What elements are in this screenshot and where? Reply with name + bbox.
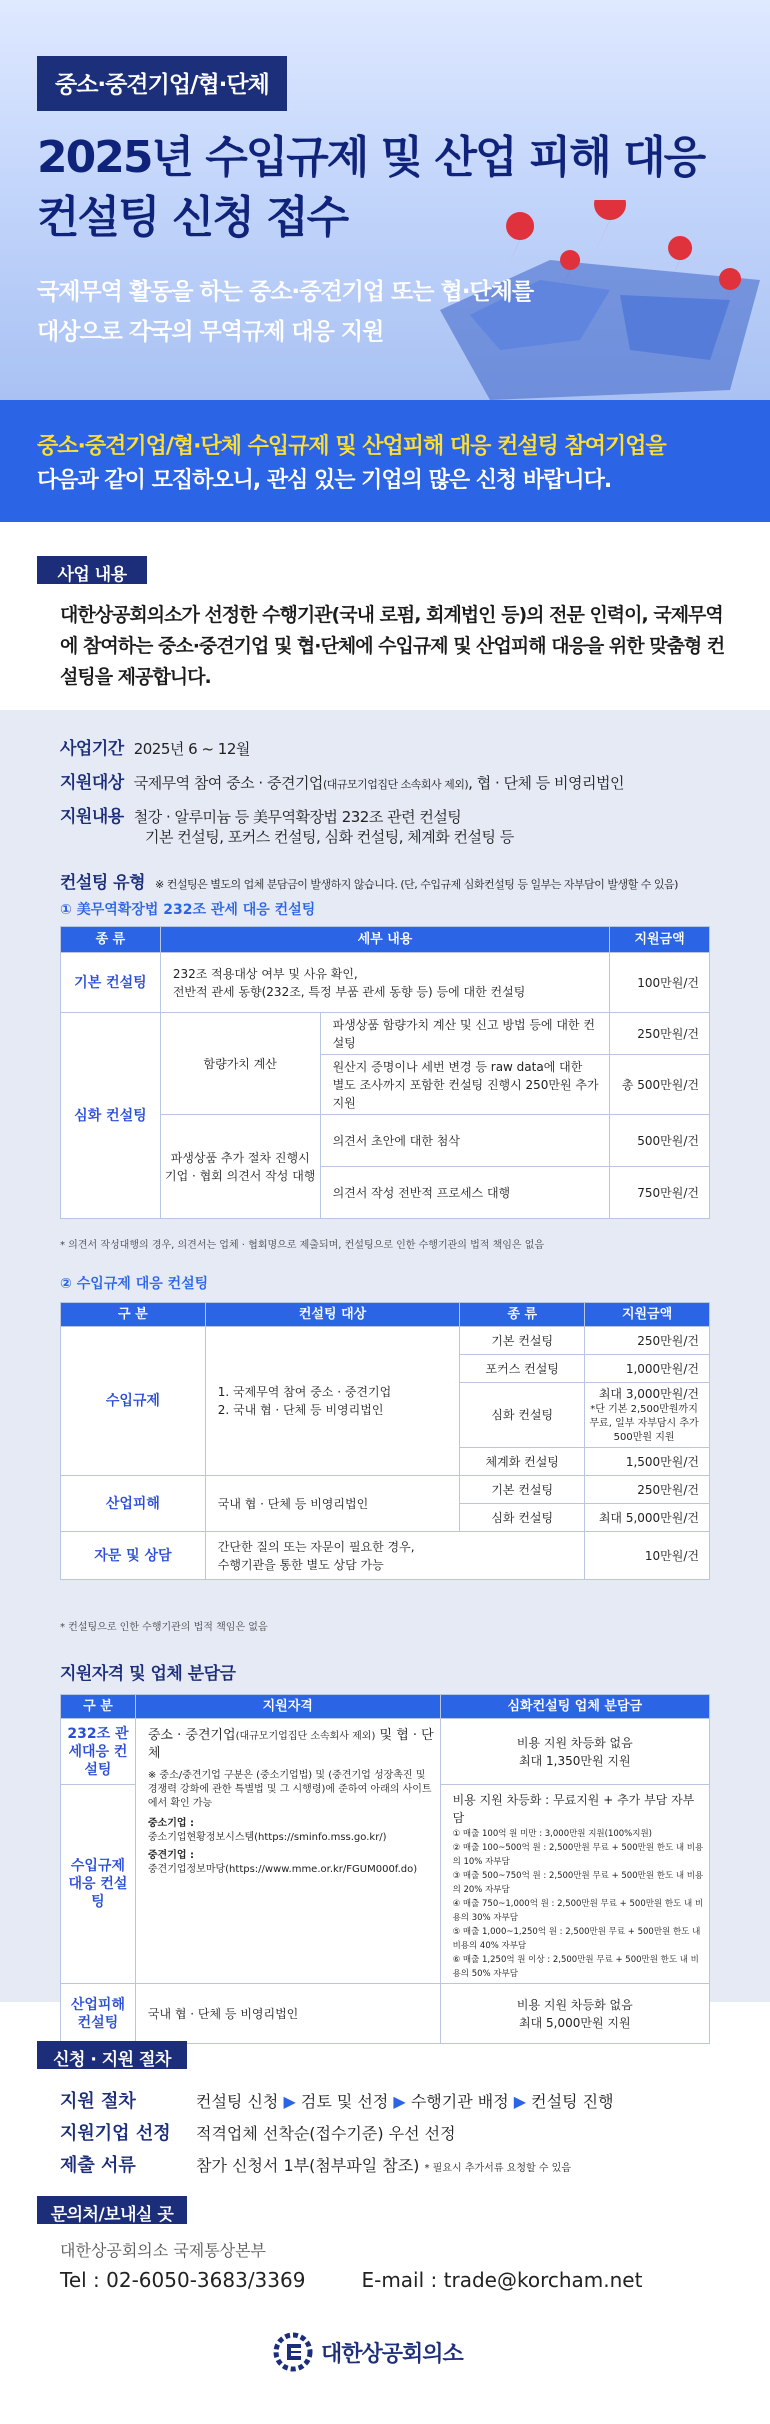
content-row: 지원내용 철강 · 알루미늄 등 美무역확장법 232조 관련 컨설팅 — [60, 807, 462, 827]
target-row: 지원대상 국제무역 참여 중소 · 중견기업(대규모기업집단 소속회사 제외), 협 · 단체 등 비영리법인 — [60, 773, 624, 793]
page-subtitle: 국제무역 활동을 하는 중소·중견기업 또는 협·단체를 대상으로 각국의 무역규제 대응 지원 — [37, 279, 534, 345]
table2-footnote: * 컨설팅으로 인한 수행기관의 법적 책임은 없음 — [60, 1622, 268, 1633]
intro-rest: 다음과 같이 모집하오니, 관심 있는 기업의 많은 신청 바랍니다. — [37, 468, 612, 493]
consulting-232-table: 종 류 세부 내용 지원금액 기본 컨설팅 232조 적용대상 여부 및 사유 확인, 전반적 관세 동향(232조, 특정 부품 관세 동향 등) 등에 대한 컨설팅 100만원/건 심화 컨설팅 함량가치 계산 파생상품 함량가치 계산 및 신고 방법 등에 대한 컨설팅 250만원/건 원산지 증명이나 세번 변경 등 raw data에 대한 별도 조사까지 포함한 컨설팅 진행시 250만원 추가지원 총 500만원/건 파생상품 추가 절차 진행시 기업 · 협회 의견서 작성 대행 의견서 초안에 대한 첨삭 500만원/건 의견서 작성 전반적 프로세스 대행 750만원/건 — [60, 926, 710, 1219]
type-row: 컨설팅 유형 ※ 컨설팅은 별도의 업체 분담금이 발생하지 않습니다. (단, 수입규제 심화컨설팅 등 일부는 자부담이 발생할 수 있음) — [60, 873, 678, 893]
table3-title: 지원자격 및 업체 분담금 — [60, 1664, 236, 1684]
business-text: 대한상공회의소가 선정한 수행기관(국내 로펌, 회계법인 등)의 전문 인력이, 국제무역에 참여하는 중소·중견기업 및 협·단체에 수입규제 및 산업피해 대응을 위한 맞춤형 컨설팅을 제공합니다. — [60, 604, 725, 688]
intro-highlight: 중소·중견기업/협·단체 수입규제 및 산업피해 대응 컨설팅 참여기업을 — [37, 434, 666, 459]
table1-title: ① 美무역확장법 232조 관세 대응 컨설팅 — [60, 902, 316, 918]
email-address: trade@korcham.net — [443, 2268, 643, 2292]
arrow-right-icon: ▶ — [283, 2092, 296, 2111]
content-row-2: 기본 컨설팅, 포커스 컨설팅, 심화 컨설팅, 체계화 컨설팅 등 — [145, 828, 514, 846]
import-regulation-table: 구 분 컨설팅 대상 종 류 지원금액 수입규제 1. 국제무역 참여 중소 · 중견기업 2. 국내 협 · 단체 등 비영리법인 기본 컨설팅 250만원/건 포커스 컨설팅 1,000만원/건 심화 컨설팅 최대 3,000만원/건 *단 기본 2,500만원까지 무료, 일부 자부담시 추가 500만원 지원 체계화 컨설팅 1,500만원/건 산업피해 국내 협 · 단체 등 비영리법인 기본 컨설팅 250만원/건 심화 컨설팅 최대 5,000만원/건 자문 및 상담 간단한 질의 또는 자문이 필요한 경우, 수행기관을 통한 별도 상담 가능 10만원/건 — [60, 1302, 710, 1580]
basic-consulting-cell: 기본 컨설팅 — [61, 953, 161, 1013]
tel-number: 02-6050-3683/3369 — [106, 2268, 306, 2292]
contact-line: Tel : 02-6050-3683/3369 E-mail : trade@korcham.net — [60, 2268, 643, 2292]
arrow-right-icon: ▶ — [513, 2092, 527, 2111]
procedure-steps-row: 지원 절차 컨설팅 신청 ▶ 검토 및 선정 ▶ 수행기관 배정 ▶ 컨설팅 진행 — [60, 2091, 614, 2112]
page-title: 2025년 수입규제 및 산업 피해 대응 컨설팅 신청 접수 — [37, 132, 705, 243]
korcham-logo: 대한상공회의소 — [273, 2332, 463, 2372]
contact-org: 대한상공회의소 국제통상본부 — [60, 2241, 267, 2260]
procedure-heading: 신청 · 지원 절차 — [37, 2041, 187, 2069]
intro-text — [37, 430, 747, 498]
selection-row: 지원기업 선정 적격업체 선착순(접수기준) 우선 선정 — [60, 2123, 456, 2144]
business-heading: 사업 내용 — [37, 556, 147, 584]
documents-row: 제출 서류 참가 신청서 1부(첨부파일 참조) * 필요시 추가서류 요청할 수 있음 — [60, 2155, 571, 2176]
target-badge: 중소·중견기업/협·단체 — [37, 56, 287, 111]
hero-banner — [0, 0, 770, 400]
korcham-emblem-icon — [273, 2332, 313, 2372]
eligibility-table: 구 분 지원자격 심화컨설팅 업체 분담금 232조 관세대응 컨설팅 중소 · 중견기업(대규모기업집단 소속회사 제외) 및 협 · 단체 ※ 중소/중견기업 구분은 (중소기업법) 및 (중견기업 성장촉진 및 경쟁력 강화에 관한 특별법 및 그 시행령)에 준하여 아래의 사이트에서 확인 가능 중소기업 : 중소기업현황정보시스템(https://sminfo.mss.go.kr/) 중견기업 : 중견기업정보마당(https://www.mme.or.kr/FGUM000f.do) 비용 지원 차등화 없음 최대 1,350만원 지원 수입규제 대응 컨설팅 비용 지원 차등화 : 무료지원 + 추가 부담 자부담 ① 매출 100억 원 미만 : 3,000만원 지원(100%지원) ② 매출 100~500억 원 : 2,500만원 무료 + 500만원 한도 내 비용의 10% 자부담 ③ 매출 500~750억 원 : 2,500만원 무료 + 500만원 한도 내 비용의 20% 자부담 ④ 매출 750~1,000억 원 : 2,500만원 무료 + 500만원 한도 내 비용의 30% 자부담 ⑤ 매출 1,000~1,250억 원 : 2,500만원 무료 + 500만원 한도 내 비용의 40% 자부담 ⑥ 매출 1,250억 원 이상 : 2,500만원 무료 + 500만원 한도 내 비용의 50% 자부담 산업피해 컨설팅 국내 협 · 단체 등 비영리법인 비용 지원 차등화 없음 최대 5,000만원 지원 — [60, 1694, 710, 2044]
arrow-right-icon: ▶ — [393, 2092, 406, 2111]
deep-consulting-cell: 심화 컨설팅 — [61, 1013, 161, 1219]
intro-banner — [0, 400, 770, 522]
period-row: 사업기간 2025년 6 ~ 12월 — [60, 739, 250, 759]
table2-title: ② 수입규제 대응 컨설팅 — [60, 1276, 209, 1292]
contact-heading: 문의처/보내실 곳 — [37, 2196, 187, 2224]
table1-footnote: * 의견서 작성대행의 경우, 의견서는 업체 · 협회명으로 제출되며, 컨설팅으로 인한 수행기관의 법적 책임은 없음 — [60, 1240, 545, 1251]
